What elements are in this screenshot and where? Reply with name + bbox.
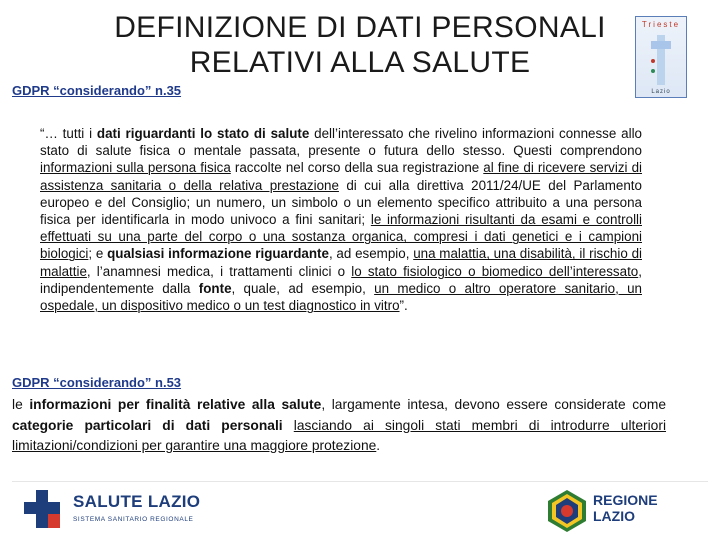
quote-text: , indipendentemente dalla (40, 263, 642, 296)
regione-lazio-line1: REGIONE (593, 492, 658, 508)
para-bold-categories: categorie particolari di dati personali (12, 417, 283, 433)
quote-text: di cui alla direttiva 2011/24/UE del Parlamento europeo e del Consiglio; un numero, un simbolo o un elemento specifico attribuito a una persona fisica per identificarla in modo univoco a fini sanitari; (40, 177, 642, 228)
quote-text: “… tutti i (40, 126, 97, 141)
quote-text: ”. (399, 298, 408, 314)
quote-text: dell’interessato che rivelino informazioni connesse allo stato di salute fisica o mentale passata, presente o futura dello stesso. Questi comprendono (40, 126, 642, 159)
regione-lazio-name (593, 492, 658, 524)
quote-text: , ad esempio, (328, 246, 414, 262)
regione-lazio-line2: LAZIO (593, 508, 635, 524)
quote-underline-personal-info: informazioni sulla persona fisica (40, 160, 231, 176)
quote-text: , l’anamnesi medica, i trattamenti clinici o (86, 263, 352, 279)
page-title (70, 10, 650, 80)
quote-text: raccolte nel corso della sua registrazione (230, 160, 484, 176)
title-line-2: RELATIVI ALLA SALUTE (189, 46, 531, 79)
footer-divider (12, 481, 708, 482)
logo-graphic-icon (636, 17, 686, 97)
logo-bottom-text: Lazio (651, 89, 671, 95)
regione-lazio-emblem-icon (546, 488, 588, 534)
section2-paragraph (12, 395, 666, 457)
para-text: le (12, 397, 30, 412)
quote-underline-disease: una malattia, una disabilità, il rischio di malattie (40, 246, 642, 279)
para-underline-member-states: lasciando ai singoli stati membri di introdurre ulteriori limitazioni/condizioni per garantire una maggiore protezione (12, 417, 667, 453)
quote-underline-physiological: lo stato fisiologico o biomedico dell’interessato (351, 263, 639, 279)
salute-lazio-subtitle: SISTEMA SANITARIO REGIONALE (73, 516, 194, 523)
salute-lazio-name: SALUTE LAZIO (73, 492, 201, 511)
section1-quote (40, 125, 642, 314)
quote-text: , quale, ad esempio, (231, 280, 375, 296)
quote-bold-source: fonte (198, 280, 232, 296)
section1-heading: GDPR “considerando” n.35 (12, 83, 182, 98)
quote-underline-operator: un medico o altro operatore sanitario, un ospedale, un dispositivo medico o un test diagnostico in vitro (40, 280, 642, 314)
quote-text: ; e (88, 246, 108, 262)
quote-bold-health-data: dati riguardanti lo stato di salute (96, 126, 310, 141)
logo-top-text: Trieste (641, 20, 681, 29)
para-bold-health-info: informazioni per finalità relative alla salute (29, 397, 322, 412)
quote-underline-assistance: al fine di ricevere servizi di assistenza sanitaria o della relativa prestazione (40, 160, 643, 193)
section2-heading: GDPR “considerando” n.53 (12, 375, 182, 390)
para-text: . (376, 438, 381, 453)
title-line-1: DEFINIZIONE DI DATI PERSONALI (114, 11, 606, 44)
para-text (283, 418, 294, 433)
quote-bold-any-info: qualsiasi informazione riguardante (107, 246, 329, 262)
tribe-logo (635, 16, 687, 98)
salute-lazio-cross-icon (22, 488, 68, 532)
para-text: , largamente intesa, devono essere considerate come (321, 397, 666, 412)
quote-underline-exam-info: le informazioni risultanti da esami e controlli effettuati su una parte del corpo o una sostanza organica, compresi i dati genetici e i campioni biologici (40, 212, 642, 262)
